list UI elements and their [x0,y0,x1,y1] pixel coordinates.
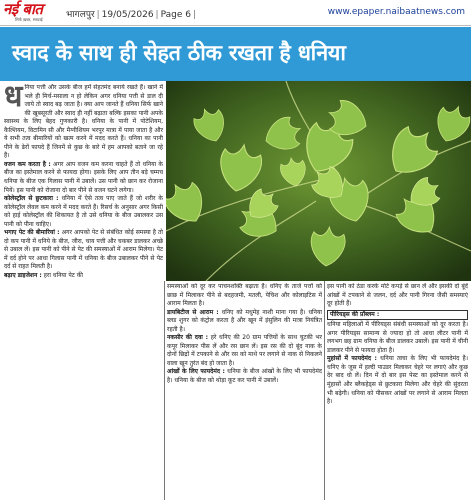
article-column-3 [327,283,468,500]
edition-city: भागलपुर [66,10,95,20]
paragraph-col2-lead: समस्याओं को दूर कर पाचनशक्ति बढ़ाता है। धनिए के ताजे पत्तों को छाछ में मिलाकर पीने से बदहजमी, मतली, पेचिश और कोलाइटिस में आराम मिलता है। [167,283,322,308]
page-header [0,0,471,26]
subheading-weight-loss: वजन कम करता है : [4,160,51,168]
paragraph-col3-lead: इस पानी को ठंडा करके मोटे कपड़े से छान लें और इसकी दो बूंदें आंखों में टपकाने से जलन, दर्द और पानी गिरना जैसी समस्याएं दूर होती हैं। [327,283,468,308]
subheading-eyes: आंखों के लिए फायदेमंद : [167,368,225,376]
paragraph-periods: धनिया महिलाओं में पीरियड्स संबंधी समस्याओं को दूर करता है। अगर पीरियड्स सामान्य से ज्यादा हो तो आधा लीटर पानी में लगभग छह ग्राम धनिया के बीज डालकर उबालें। इस पानी में चीनी डालकर पीने से फायदा होता है। [327,321,468,354]
coriander-photo [166,81,471,281]
subheading-periods: पीरियड्स की प्रॉब्लम : [327,310,468,321]
paragraph-digestion: हरा धनिया पेट की [43,272,83,280]
subheading-stomach: भगाए पेट की बीमारियां : [4,229,60,237]
column-divider [324,281,325,500]
drop-cap: ध [4,84,23,114]
paragraph-acne: धनिया त्वचा के लिए भी फायदेमंद है। धनिए के जूस में हल्दी पाउडर मिलाकर चेहरे पर लगाएं और कुछ देर बाद धो लें। दिन में दो बार इस पेस्ट का इस्तेमाल करने से मुंहासों और ब्लैकहेड्स से छुटकारा मिलेगा और चेहरे की सुंदरता भी बढ़ेगी। धनिया को पीसकर आंखों पर लगाने से आराम मिलता है। [327,355,468,406]
subheading-diabetes: डायबिटीज से आराम : [167,308,219,316]
paragraph-cholesterol: धनिया में ऐसे तत्व पाए जाते हैं जो शरीर के कोलेस्ट्रॉल लेवल कम करने में मदद करते हैं। रिसर्च के अनुसार अगर किसी को हाई कोलेस्ट्रॉल की शिकायत है तो उसे धनिया के बीज उबालकर उस पानी को पीना चाहिए। [4,195,163,228]
logo-text: नई बात [3,0,43,18]
article-column-1 [4,84,163,500]
paragraph-stomach: अगर आपको पेट से संबंधित कोई समस्या है तो दो कप पानी में धनिये के बीज, जीरा, चाय पत्ती और चकबर डालकर अच्छे से उबाल लें। इस पानी को पीने से पेट की समस्याओं में आराम मिलेगा। पेट में दर्द होने पर आधा गिलास पानी में धनिया के बीज उबालकर पीने से पेट दर्द से राहत मिलती है। [4,229,163,271]
column-divider [164,281,165,500]
logo-tagline: सिर्फ ख़बर, सच्चाई [15,17,43,22]
page-number: Page 6 [160,10,191,20]
article-headline: स्वाद के साथ ही सेहत ठीक रखता है धनिया [0,27,471,81]
paragraph-diabetes: धनिए को मधुमेह नाशी माना गया है। धनिया ब्लड शुगर को कंट्रोल करता है और खून में इंसुलिन की मात्रा नियंत्रित रहती है। [167,308,322,333]
paragraph-nosebleed: हरे धनिए की 20 ग्राम पत्तियों के साथ चुटकी भर कपूर मिलाकर पीस लें और रस छान लें। इस रस की दो बूंद नाक के दोनों छिद्रों में टपकाने से और रस को माथे पर लगाने से नाक से निकलने वाला खून तुरंत बंद हो जाता है। [167,334,322,367]
subheading-acne: मुहांसों में फायदेमंद : [327,355,377,363]
paragraph-weight-loss: अगर आप वजन कम करना चाहते हैं तो धनिया के बीज का इस्तेमाल करने से फायदा होगा। इसके लिए आप तीन बड़े चम्मच धनिया के बीज एक गिलास पानी में उबालें। उस पानी को छान कर रोजाना पियें। इस पानी को रोजाना दो बार पीने से वजन घटने लगेगा। [4,160,163,194]
paragraph-eyes: धनिया के बीज आंखों के लिए भी फायदेमंद है। धनिया के बीज को थोड़ा कूट कर पानी में उबालें। [167,368,322,385]
article-intro: निया पत्ती और उसके बीज हमें सेहतमंद बनाये रखते हैं। खाने में भले ही मिर्च-मसाला न हो लेकिन अगर धनिया पत्ती से डाल दी जाये तो स्वाद बढ़ जाता है। क्या आप जानते हैं धनिया सिर्फ खाने की खूबसूरती और स्वाद ही नहीं बढ़ाता बल्कि इसका पानी अपके स्वास्थ्य के लिए बेहद गुणकारी है। धनिया के पानी में पोटेशियम, कैल्शियम, विटामिन सी और मैग्नीशियम भरपूर मात्रा में पाया जाता है और ये सभी तत्व बीमारियों को खत्म करने में मदद करते हैं। धनिया का पानी पीने के ढेरों फायदे हैं जिनमें से कुछ के बारे में हम आपको बताने जा रहे हैं। [4,84,163,160]
article-column-2 [167,283,322,500]
coriander-image [166,81,471,281]
subheading-nosebleed: नकसीर की दवा : [167,334,209,342]
subheading-cholesterol: कोलेस्ट्रॉल से छुटकारा : [4,195,59,203]
newspaper-logo[interactable] [3,1,65,25]
edition-date: 19/05/2026 [101,10,154,20]
subheading-digestion: बढ़ाए डाइजेशन : [4,272,42,280]
epaper-url[interactable]: www.epaper.naibaatnews.com [327,7,465,17]
edition-meta: भागलपुर | 19/05/2026 | Page 6 | [66,10,197,20]
